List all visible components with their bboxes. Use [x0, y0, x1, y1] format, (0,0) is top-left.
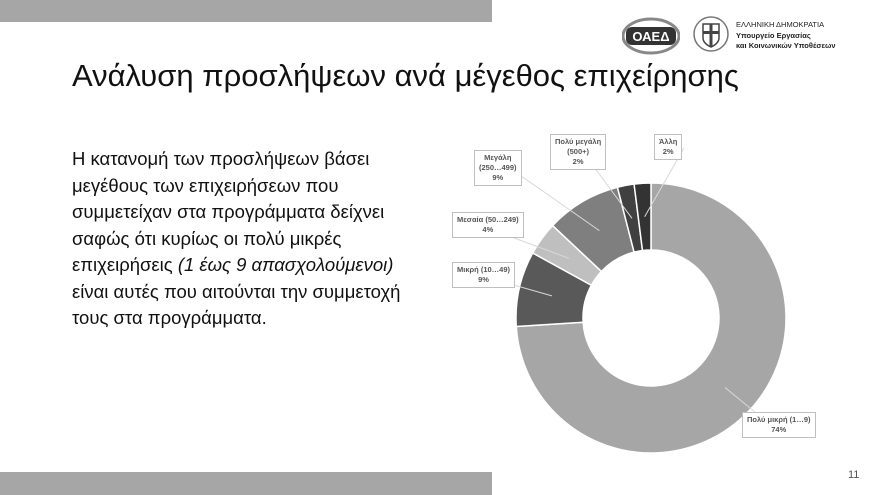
label-category: Μεσαία (50…249) — [457, 215, 519, 224]
ministry-line: Υπουργείο Εργασίας — [736, 30, 811, 40]
data-label — [474, 150, 522, 186]
data-label — [550, 134, 606, 170]
label-category: Μικρή (10…49) — [457, 265, 510, 274]
data-label — [742, 412, 816, 438]
data-label — [452, 262, 515, 288]
label-value: 2% — [662, 147, 674, 156]
body-text-italic: (1 έως 9 απασχολούμενοι) — [177, 254, 394, 275]
ministry-line: και Κοινωνικών Υποθέσεων — [736, 41, 836, 50]
label-category: Μεγάλη (250…499) — [479, 153, 517, 172]
svg-text:ΟΑΕΔ: ΟΑΕΔ — [632, 29, 670, 44]
page-number: 11 — [848, 469, 860, 481]
label-value: 9% — [492, 173, 504, 182]
label-value: 9% — [478, 275, 489, 284]
data-label — [452, 212, 524, 238]
label-category: Πολύ μεγάλη (500+) — [555, 137, 602, 156]
label-value: 2% — [572, 157, 584, 166]
ministry-line: ΕΛΛΗΝΙΚΗ ΔΗΜΟΚΡΑΤΙΑ — [736, 20, 825, 29]
label-value: 74% — [771, 425, 787, 434]
body-text-part: είναι αυτές που αιτούνται την συμμετοχή τους στα προγράμματα. — [72, 280, 401, 328]
data-label — [654, 134, 682, 160]
label-value: 4% — [482, 225, 494, 234]
page-title: Ανάλυση προσλήψεων ανά μέγεθος επιχείρησης — [72, 58, 739, 93]
label-category: Πολύ μικρή (1…9) — [747, 415, 811, 424]
label-category: Άλλη — [659, 137, 678, 146]
body-text-part: Η κατανομή των προσλήψεων βάσει μεγέθους των επιχειρήσεων που συμμετείχαν στα προγράμματα δείχνει σαφώς ότι κυρίως οι πολύ μικρές επιχειρήσεις — [72, 148, 385, 275]
